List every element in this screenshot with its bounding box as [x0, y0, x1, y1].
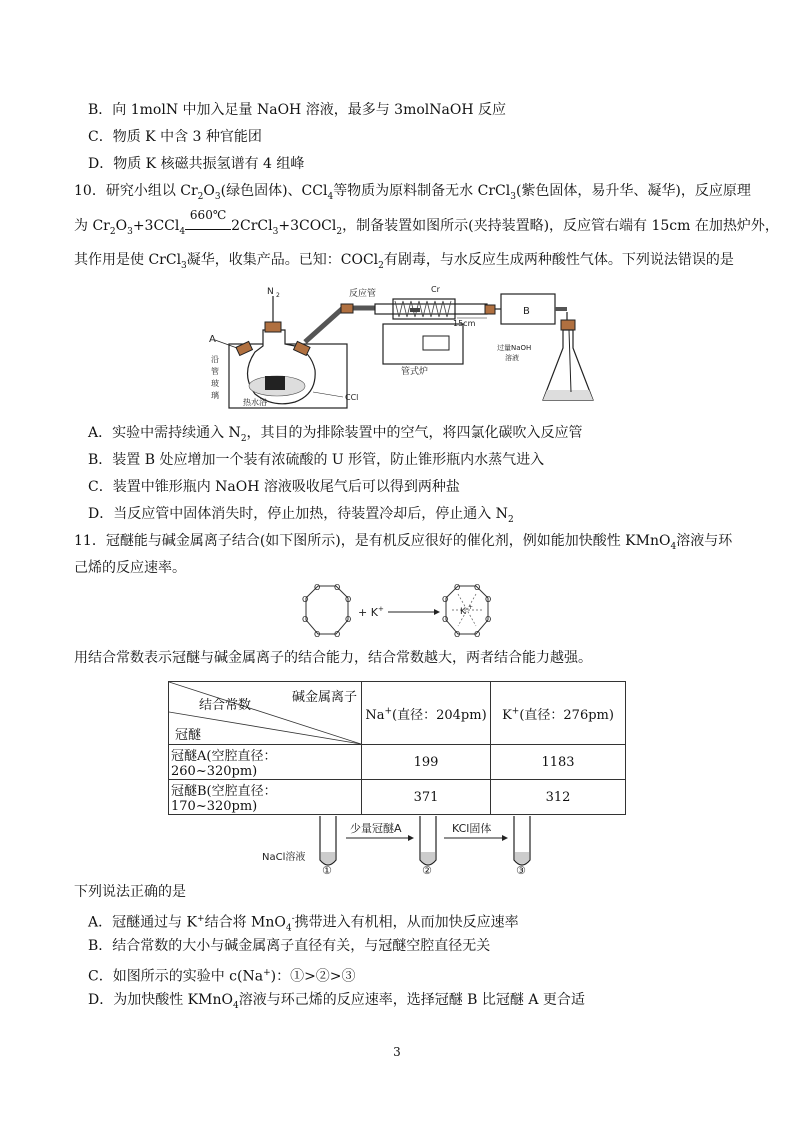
svg-text:O: O: [302, 595, 309, 604]
center-stopper: [265, 322, 281, 332]
svg-text:O: O: [442, 615, 449, 624]
svg-text:O: O: [314, 583, 321, 592]
crown-ether-complex: [442, 583, 491, 639]
header-crown-ether: 冠醚: [175, 728, 202, 743]
bath-label: 热水浴: [243, 398, 267, 407]
svg-text:O: O: [474, 630, 481, 639]
svg-text:璃: 璃: [211, 391, 219, 400]
q10-stem-line3: 其作用是使 CrCl$_3$凝华，收集产品。已知：COCl$_2$有剧毒，与水反应生成两种酸性气体。下列说法错误的是: [74, 252, 734, 271]
header-na: Na+(直径：204pm): [362, 682, 491, 745]
header-binding-constant: 结合常数: [199, 698, 252, 713]
experiment-diagram: [258, 812, 558, 876]
step2-label: KCl固体: [452, 822, 492, 835]
q11-option-d: D．为加快酸性 KMnO$_4$溶液与环己烯的反应速率，选择冠醚 B 比冠醚 A 更合适: [88, 992, 585, 1011]
page-number: 3: [393, 1045, 401, 1059]
svg-text:K: K: [460, 607, 466, 617]
svg-text:O: O: [314, 630, 321, 639]
tube-2-label: ②: [422, 864, 432, 876]
svg-text:O: O: [454, 583, 461, 592]
svg-text:玻: 玻: [211, 379, 219, 388]
device-b-label: B: [523, 306, 530, 317]
svg-text:O: O: [485, 595, 492, 604]
cr2o3-label: Cr: [431, 285, 440, 294]
svg-text:O: O: [334, 583, 341, 592]
q10-option-a: A．实验中需持续通入 $N_2$，其目的为排除装置中的空气，将四氯化碳吹入反应管: [88, 425, 583, 444]
q11-option-b: B．结合常数的大小与碱金属离子直径有关，与冠醚空腔直径无关: [88, 938, 491, 954]
q9-option-b: B．向 1molN 中加入足量 NaOH 溶液，最多与 3molNaOH 反应: [88, 102, 506, 118]
q9-option-d: D．物质 K 核磁共振氢谱有 4 组峰: [88, 156, 305, 172]
q11-prompt: 下列说法正确的是: [74, 884, 186, 900]
q11-option-c: C．如图所示的实验中 c(Na+)：①>②>③: [88, 968, 356, 985]
q10-option-b: B．装置 B 处应增加一个装有浓硫酸的 U 形管，防止锥形瓶内水蒸气进入: [88, 452, 545, 468]
reaction-tube: [375, 304, 487, 314]
apparatus-diagram: [195, 282, 605, 414]
nacl-label: NaCl溶液: [262, 852, 306, 863]
naoh-label-2: 溶液: [505, 354, 519, 362]
table-row: 冠醚A(空腔直径：260~320pm) 199 1183: [169, 745, 626, 780]
q10-option-d: D．当反应管中固体消失时，停止加热，待装置冷却后，停止通入 $N_2$: [88, 506, 514, 525]
step1-label: 少量冠醚A: [350, 822, 402, 835]
svg-text:O: O: [345, 615, 352, 624]
q10-stem-line2: 为 $Cr_2O_3+3CCl_4$ 660℃ 2CrCl$_3$+3COCl$_2$，制备装置如图所示(夹持装置略)，反应管右端有 15cm 在加热炉外，: [74, 208, 779, 237]
length-label: 15cm: [453, 319, 476, 328]
crown-ether-free: [302, 583, 351, 639]
svg-text:沿: 沿: [211, 355, 219, 364]
q10-option-c: C．装置中锥形瓶内 NaOH 溶液吸收尾气后可以得到两种盐: [88, 479, 460, 495]
furnace-label: 管式炉: [401, 367, 429, 377]
svg-text:O: O: [474, 583, 481, 592]
header-alkali-ion: 碱金属离子: [291, 690, 357, 705]
crown-ether-reaction: [288, 580, 508, 642]
header-k: K+(直径：276pm): [491, 682, 626, 745]
svg-text:O: O: [334, 630, 341, 639]
ccl4-label: CCl: [345, 393, 359, 402]
binding-constant-table: [168, 681, 626, 815]
svg-text:O: O: [302, 615, 309, 624]
svg-text:O: O: [442, 595, 449, 604]
q10-stem-line1: 10．研究小组以 $Cr_2O_3$(绿色固体)、CCl$_4$等物质为原料制备无水 CrCl$_3$(紫色固体，易升华、凝华)，反应原理: [74, 183, 751, 202]
q9-option-c: C．物质 K 中含 3 种官能团: [88, 129, 262, 145]
plus-k-label: + K+: [358, 605, 384, 619]
q11-stem-line2: 己烯的反应速率。: [74, 560, 186, 576]
connecting-tube: [305, 308, 375, 342]
q11-option-a: A．冠醚通过与 K+结合将 MnO$_4$-携带进入有机相，从而加快反应速率: [88, 914, 519, 934]
q11-stem-line3: 用结合常数表示冠醚与碱金属离子的结合能力，结合常数越大，两者结合能力越强。: [74, 650, 592, 666]
q11-stem-line1: 11．冠醚能与碱金属离子结合(如下图所示)，是有机反应很好的催化剂，例如能加快酸性 KMnO$_4$溶液与环: [74, 533, 733, 552]
reaction-condition: 660℃: [185, 219, 231, 230]
svg-text:+: +: [468, 604, 474, 611]
tube-1-label: ①: [322, 864, 332, 876]
tube-3-label: ③: [516, 864, 526, 876]
naoh-label-1: 过量NaOH: [497, 344, 532, 352]
svg-text:O: O: [454, 630, 461, 639]
svg-text:2: 2: [276, 292, 280, 299]
stir-bar: [265, 376, 285, 390]
table-row: 冠醚B(空腔直径：170~320pm) 371 312: [169, 780, 626, 815]
table-header-diagonal: [169, 682, 362, 745]
conical-flask: [543, 330, 593, 400]
reaction-tube-label: 反应管: [349, 289, 377, 299]
label-a: A: [209, 334, 216, 345]
svg-text:O: O: [485, 615, 492, 624]
n2-label: N: [267, 287, 274, 297]
svg-text:O: O: [345, 595, 352, 604]
svg-text:管: 管: [211, 367, 219, 376]
